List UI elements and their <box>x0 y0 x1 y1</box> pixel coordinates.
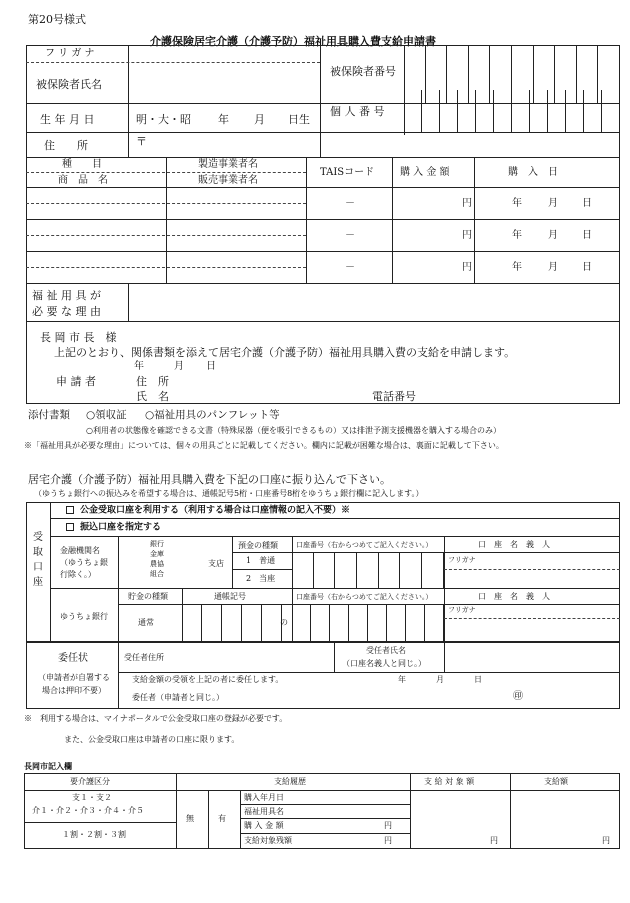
day-unit: 日 <box>582 230 592 241</box>
account-number-label: 口座番号（右からつめてご記入ください。） <box>296 541 433 549</box>
yucho-account-digit-cell[interactable] <box>368 604 387 642</box>
attach-label: 添付書類 <box>28 409 70 421</box>
holder-furigana-2: フリガナ <box>448 606 476 614</box>
my-number-digit-cell[interactable] <box>458 90 476 132</box>
attach-note-1: ○利用者の状態像を確認できる文書（特殊尿器（便を吸引できるもの）又は排泄予測支援機器を購入する場合のみ） <box>86 426 501 435</box>
applicant-address: 住 所 <box>136 375 169 388</box>
proxy-year: 年 <box>398 675 406 684</box>
care-level-care: 介１・介２・介３・介４・介５ <box>32 806 144 815</box>
holder-furigana: フリガナ <box>448 556 476 564</box>
year-unit: 年 <box>512 198 522 209</box>
applicant-name: 氏 名 <box>136 390 169 403</box>
receive-account-label: 受 取 口 座 <box>33 532 43 588</box>
postal-mark: 〒 <box>136 135 147 148</box>
month-unit: 月 <box>548 262 558 273</box>
note-2: また、公金受取口座は申請者の口座に限ります。 <box>64 735 240 744</box>
my-number-digit-cell[interactable] <box>494 90 512 132</box>
yucho-account-digit-cell[interactable] <box>330 604 349 642</box>
passbook-symbol-cell[interactable] <box>242 604 262 642</box>
account-number-label-2: 口座番号（右からつめてご記入ください。） <box>296 593 433 601</box>
mayor-addressee: 長 岡 市 長 様 <box>40 331 117 344</box>
col-tais: TAISコード <box>320 167 375 178</box>
my-number-digit-cell[interactable] <box>602 90 620 132</box>
passbook-symbol-cell[interactable] <box>222 604 242 642</box>
applicant-label: 申 請 者 <box>56 375 96 388</box>
attach-note-2: ※「福祉用具が必要な理由」については、個々の用具ごとに記載してください。欄内に記載が困難な場合は、裏面に記載して下さい。 <box>24 441 504 450</box>
proxy-month: 月 <box>436 675 444 684</box>
my-number-digit-cell[interactable] <box>404 90 422 132</box>
yucho-account-digit-cell[interactable] <box>349 604 368 642</box>
applicant-phone: 電話番号 <box>372 390 416 403</box>
yen-unit: 円 <box>462 230 472 241</box>
proxy-name-note: （口座名義人と同じ。） <box>342 659 426 668</box>
month-unit: 月 <box>548 230 558 241</box>
proxy-delegator: 委任者（申請者と同じ。） <box>132 693 224 702</box>
birth-year-unit: 年 <box>218 113 229 126</box>
bank-heading: 居宅介護（介護予防）福祉用具購入費を下記の口座に振り込んで下さい。 <box>28 473 391 486</box>
my-number-digit-cell[interactable] <box>512 90 530 132</box>
request-year: 年 <box>134 361 144 372</box>
yen-unit: 円 <box>462 262 472 273</box>
holder-label: 口 座 名 義 人 <box>478 540 550 549</box>
savings-normal: 通常 <box>138 618 154 627</box>
care-level-support: 支１・支２ <box>72 793 112 802</box>
history-remaining-yen: 円 <box>384 836 392 845</box>
opt-public-account[interactable]: 公金受取口座を利用する（利用する場合は口座情報の記入不要）※ <box>66 506 350 516</box>
proxy-label: 委任状 <box>58 653 88 664</box>
history-amount: 購 入 金 額 <box>244 821 284 830</box>
col-maker: 製造事業者名 <box>198 159 258 170</box>
tais-dash: － <box>345 230 355 241</box>
history-yes[interactable]: 有 <box>218 814 226 823</box>
history-amount-yen: 円 <box>384 821 392 830</box>
burden-ratio: １割・２割・３割 <box>62 830 126 839</box>
yucho-account-digit-cell[interactable] <box>292 604 311 642</box>
yen-unit: 円 <box>462 198 472 209</box>
birth-era[interactable]: 明・大・昭 <box>136 113 191 126</box>
yucho-account-digit-cell[interactable] <box>311 604 330 642</box>
col-seller: 販売事業者名 <box>198 175 258 186</box>
my-number-digit-cell[interactable] <box>440 90 458 132</box>
account-number-digit-cell[interactable] <box>357 552 379 588</box>
opt-specify-account[interactable]: 振込口座を指定する <box>66 523 161 533</box>
my-number-digit-cell[interactable] <box>422 90 440 132</box>
passbook-symbol-cell[interactable] <box>202 604 222 642</box>
form-title: 介護保険居宅介護（介護予防）福祉用具購入費支給申請書 <box>150 35 436 48</box>
history-item-name: 福祉用具名 <box>244 807 284 816</box>
yucho-account-digit-cell[interactable] <box>406 604 425 642</box>
day-unit: 日 <box>582 198 592 209</box>
yucho-account-digit-cell[interactable] <box>425 604 444 642</box>
day-unit: 日 <box>582 262 592 273</box>
proxy-name-label: 受任者氏名 <box>366 646 406 655</box>
history-purchase-date: 購入年月日 <box>244 793 284 802</box>
my-number-label: 個 人 番 号 <box>330 105 385 118</box>
care-level-label: 要介護区分 <box>70 777 110 786</box>
year-unit: 年 <box>512 262 522 273</box>
reason-label-2: 必 要 な 理 由 <box>32 305 101 318</box>
deposit-type-label: 預金の種類 <box>238 541 278 550</box>
my-number-digit-cell[interactable] <box>566 90 584 132</box>
form-number: 第20号様式 <box>28 13 86 26</box>
proxy-address-label: 受任者住所 <box>124 653 164 662</box>
passbook-no-mark: の <box>280 618 288 627</box>
reason-field[interactable] <box>129 284 619 320</box>
col-kind: 種 目 <box>62 159 102 170</box>
deposit-current-option[interactable]: 2 当座 <box>246 574 276 583</box>
proxy-note: （申請者が自署する 場合は押印不要） <box>38 673 110 695</box>
history-label: 支給履歴 <box>274 777 306 786</box>
account-number-digit-cell[interactable] <box>401 552 423 588</box>
deposit-normal-option[interactable]: 1 普通 <box>246 556 276 565</box>
bank-subheading: （ゆうちょ銀行への振込みを希望する場合は、通帳記号5桁・口座番号8桁をゆうちょ銀行欄に記入します。） <box>34 489 424 498</box>
savings-type-label: 貯金の種類 <box>128 592 168 601</box>
payment-label: 支給額 <box>544 777 568 786</box>
passbook-label: 通帳記号 <box>214 592 246 601</box>
account-number-digit-cell[interactable] <box>292 552 314 588</box>
institution-label: 金融機関名 （ゆうちょ銀 行除く。） <box>60 546 108 579</box>
insured-name-field[interactable] <box>129 63 319 102</box>
address-label: 住 所 <box>44 139 88 152</box>
my-number-digit-cell[interactable] <box>476 90 494 132</box>
proxy-address-field[interactable] <box>176 646 332 670</box>
account-number-digit-cell[interactable] <box>335 552 357 588</box>
insured-number-label: 被保険者番号 <box>330 65 396 78</box>
payment-yen: 円 <box>602 836 610 845</box>
address-field[interactable] <box>150 134 620 156</box>
request-month: 月 <box>174 361 184 372</box>
year-unit: 年 <box>512 230 522 241</box>
my-number-digit-cell[interactable] <box>584 90 602 132</box>
my-number-digit-cell[interactable] <box>548 90 566 132</box>
institution-types: 銀行 金庫 農協 組合 <box>150 540 164 578</box>
attach-pamphlet: ○福祉用具のパンフレット等 <box>145 409 280 421</box>
history-remaining: 支給対象残額 <box>244 836 292 845</box>
account-number-digit-cell[interactable] <box>422 552 444 588</box>
history-none[interactable]: 無 <box>186 814 194 823</box>
request-day: 日 <box>206 361 216 372</box>
attach-receipt: ○領収証 <box>86 409 127 421</box>
account-number-digit-cell[interactable] <box>314 552 336 588</box>
col-amount: 購 入 金 額 <box>400 167 450 178</box>
col-date: 購 入 日 <box>508 167 558 178</box>
holder-label-2: 口 座 名 義 人 <box>478 592 550 601</box>
yucho-account-digit-cell[interactable] <box>387 604 406 642</box>
birth-day-unit: 日生 <box>288 113 310 126</box>
birth-month-unit: 月 <box>254 113 265 126</box>
proxy-body: 支給金額の受領を上記の者に委任します。 <box>132 675 284 684</box>
yucho-label: ゆうちょ銀行 <box>60 612 108 621</box>
proxy-day: 日 <box>474 675 482 684</box>
my-number-digit-cell[interactable] <box>530 90 548 132</box>
col-product: 商 品 名 <box>58 175 108 186</box>
passbook-symbol-cell[interactable] <box>262 604 282 642</box>
birth-label: 生 年 月 日 <box>40 113 95 126</box>
insured-name-label: 被保険者氏名 <box>36 78 102 91</box>
note-1: ※ 利用する場合は、マイナポータルで公金受取口座の登録が必要です。 <box>24 714 288 723</box>
month-unit: 月 <box>548 198 558 209</box>
account-number-digit-cell[interactable] <box>379 552 401 588</box>
tais-dash: － <box>345 262 355 273</box>
public-account-checkbox[interactable] <box>66 506 74 514</box>
office-use-label: 長岡市記入欄 <box>24 761 72 771</box>
branch-label: 支店 <box>208 559 224 568</box>
target-amount-label: 支 給 対 象 額 <box>424 777 475 786</box>
request-body: 上記のとおり、関係書類を添えて居宅介護（介護予防）福祉用具購入費の支給を申請します。 <box>54 346 516 359</box>
seal-mark: ㊞ <box>513 691 523 702</box>
target-amount-yen: 円 <box>490 836 498 845</box>
tais-dash: － <box>345 198 355 209</box>
reason-label-1: 福 祉 用 具 が <box>32 289 101 302</box>
furigana-label: フ リ ガ ナ <box>45 48 95 59</box>
specify-account-checkbox[interactable] <box>66 523 74 531</box>
passbook-symbol-cell[interactable] <box>182 604 202 642</box>
